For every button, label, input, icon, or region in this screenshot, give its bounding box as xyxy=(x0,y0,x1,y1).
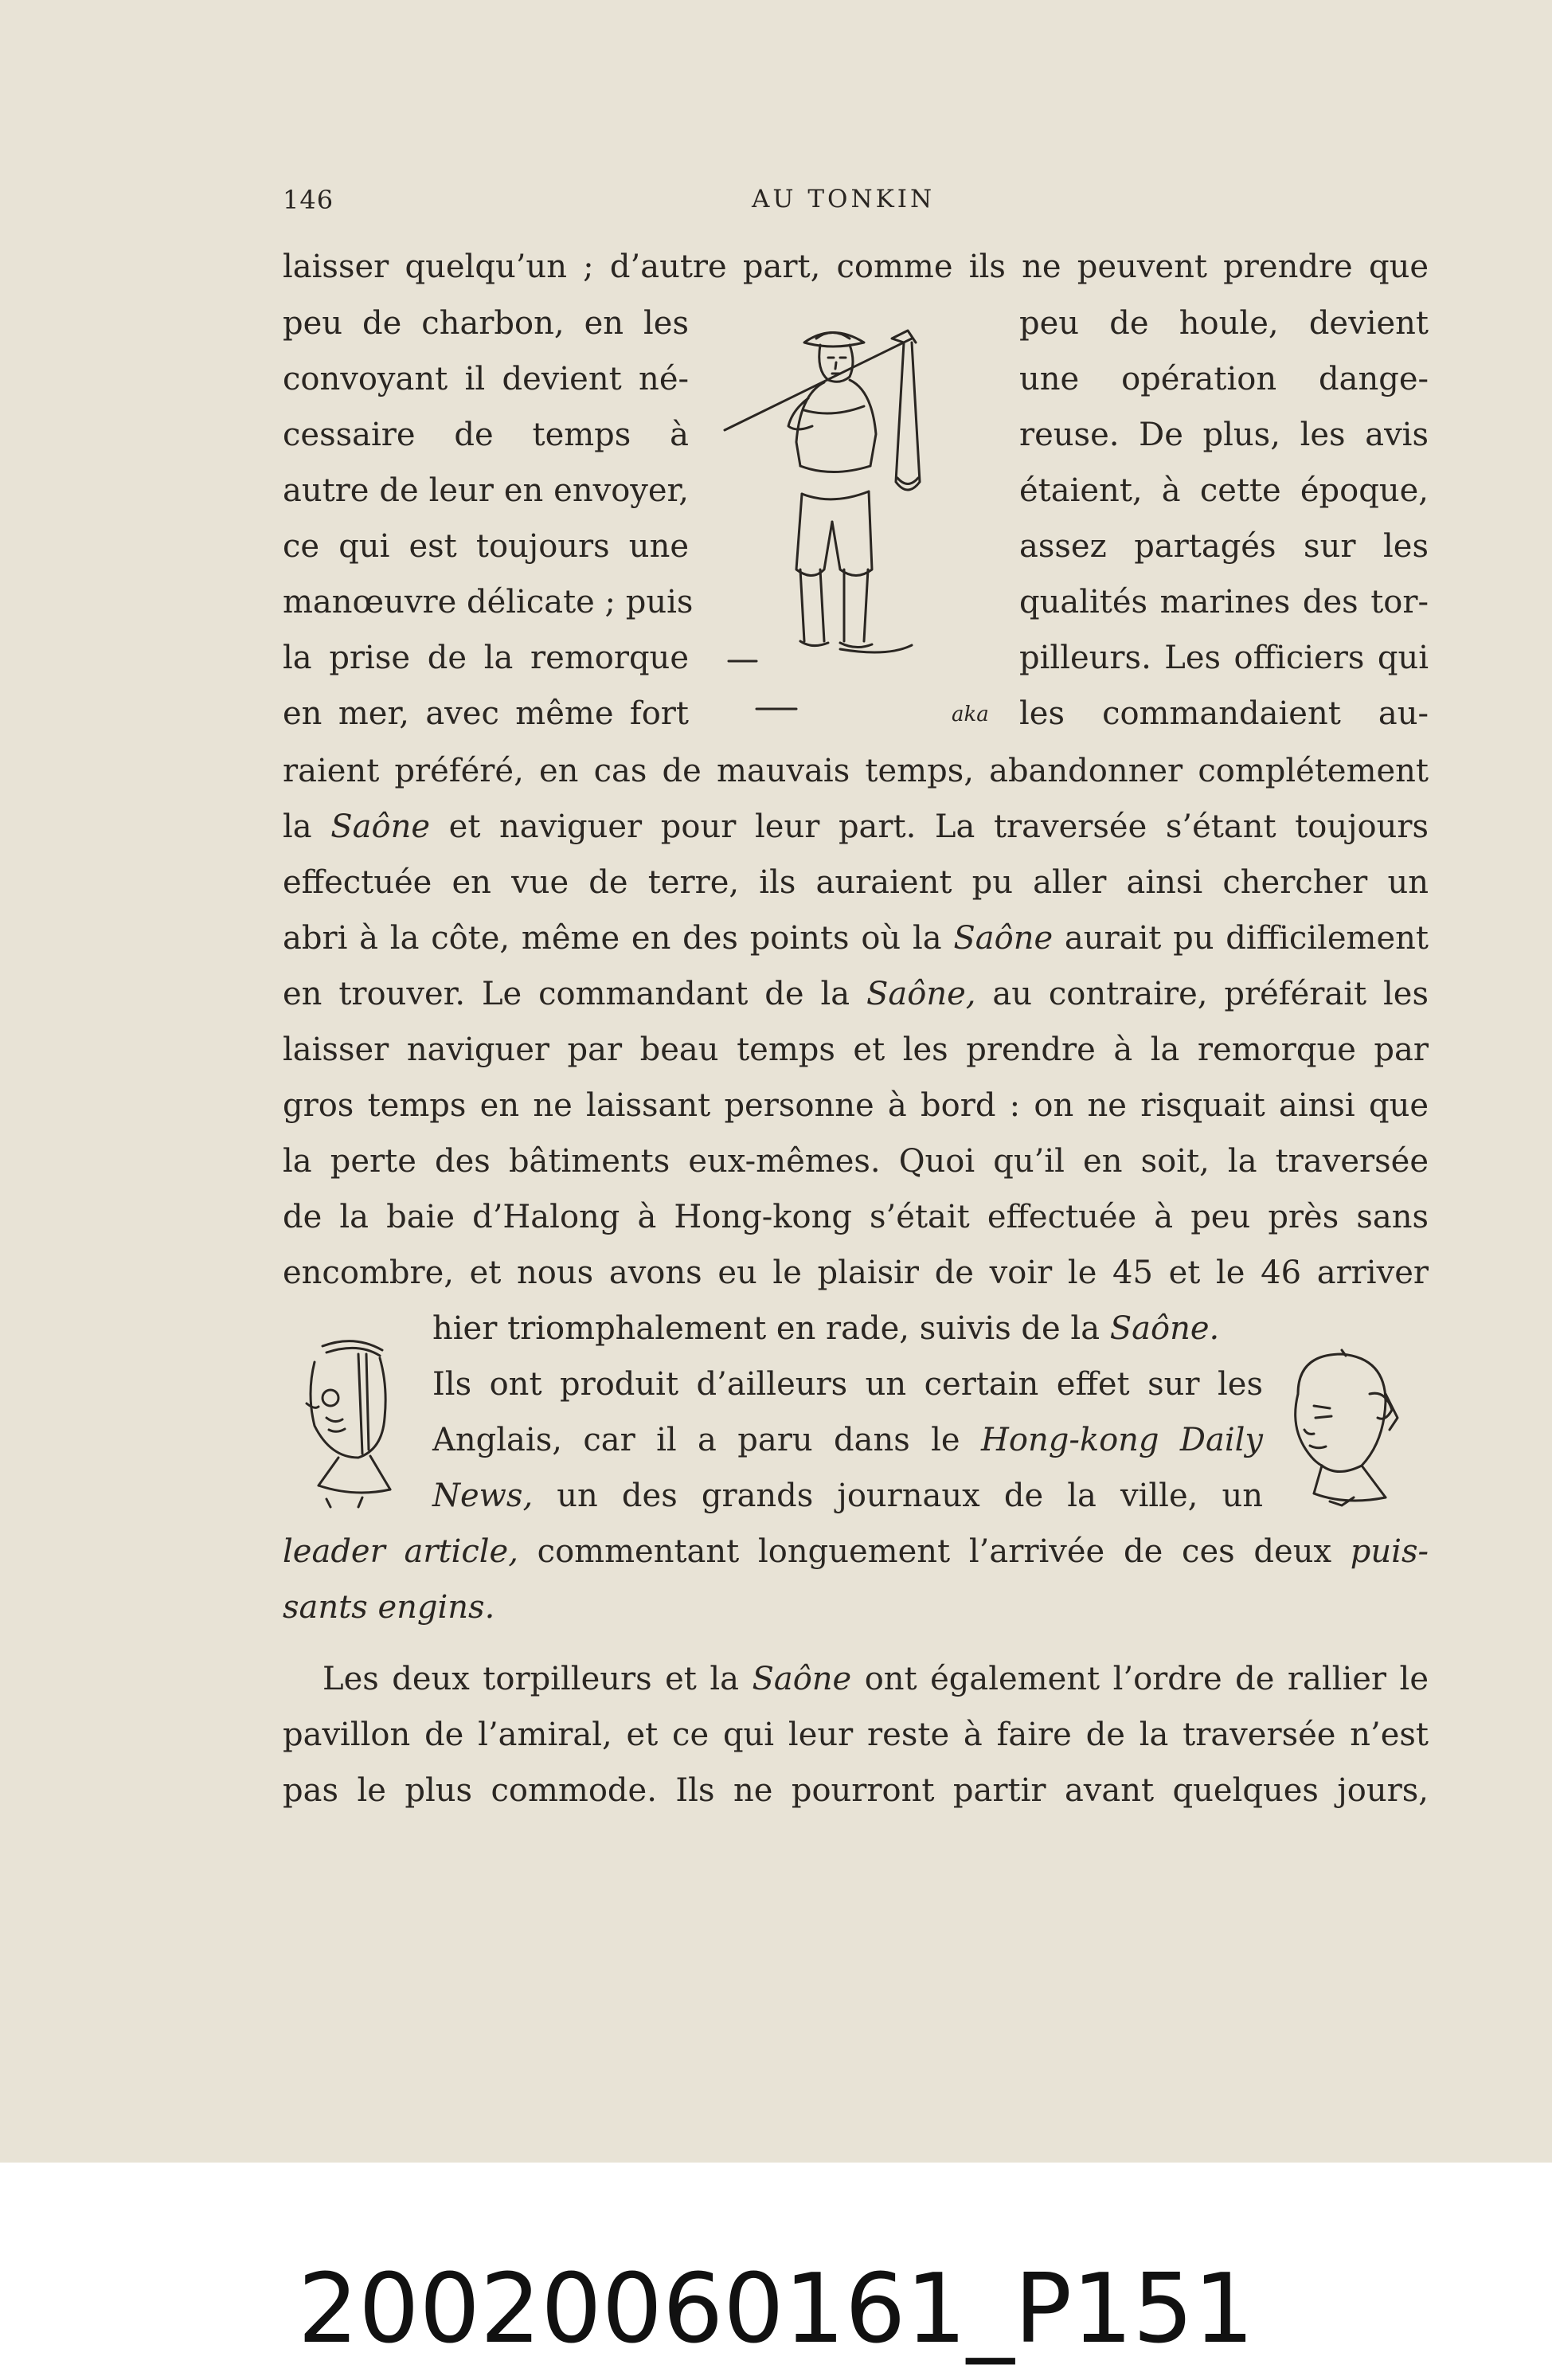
text-line-22: Anglais, car il a paru dans le Hong-kong Daily xyxy=(432,1422,1264,1458)
right-face-sketch xyxy=(1266,1346,1417,1513)
text-line-27: pavillon de l’amiral, et ce qui leur reste à faire de la traversée n’est xyxy=(283,1716,1429,1753)
text-line-19: encombre, et nous avons eu le plaisir de voir le 45 et le 46 arriver xyxy=(283,1255,1429,1291)
text-line-20: hier triomphalement en rade, suivis de la Saône. xyxy=(432,1310,1220,1347)
text-line-right-7: qualités marines des tor- xyxy=(1019,584,1429,620)
text-line-left-2: peu de charbon, en les xyxy=(283,305,689,342)
text-line-right-8: pilleurs. Les officiers qui xyxy=(1019,640,1429,676)
text-line-25: sants engins. xyxy=(283,1589,495,1626)
text-line-1: laisser quelqu’un ; d’autre part, comme ils ne peuvent prendre que xyxy=(283,249,1429,285)
text-line-left-7: manœuvre délicate ; puis xyxy=(283,584,694,620)
porter-illustration xyxy=(713,307,1011,737)
text-line-17: la perte des bâtiments eux-mêmes. Quoi qu’il en soit, la traversée xyxy=(283,1143,1429,1180)
text-line-23: News, un des grands journaux de la ville, un xyxy=(432,1478,1263,1514)
running-header-title: AU TONKIN xyxy=(752,185,936,213)
text-line-right-6: assez partagés sur les xyxy=(1019,528,1429,565)
text-line-24: leader article, commentant longuement l’arrivée de ces deux puis- xyxy=(283,1533,1429,1570)
text-line-left-5: autre de leur en envoyer, xyxy=(283,472,689,509)
illustration-signature: aka xyxy=(952,703,989,726)
text-line-14: en trouver. Le commandant de la Saône, au contraire, préférait les xyxy=(283,976,1429,1012)
text-line-left-8: la prise de la remorque xyxy=(283,640,689,676)
text-line-right-3: une opération dange- xyxy=(1019,361,1429,397)
text-line-left-9: en mer, avec même fort xyxy=(283,695,689,732)
catalog-id-label: 20020060161_P151 xyxy=(297,2254,1255,2365)
text-line-right-4: reuse. De plus, les avis xyxy=(1019,417,1429,453)
text-line-26: Les deux torpilleurs et la Saône ont également l’ordre de rallier le xyxy=(323,1661,1429,1697)
text-line-13: abri à la côte, même en des points où la Saône aurait pu difficilement xyxy=(283,920,1429,957)
left-face-sketch xyxy=(283,1330,418,1513)
page-number: 146 xyxy=(283,185,334,215)
text-line-28: pas le plus commode. Ils ne pourront partir avant quelques jours, xyxy=(283,1772,1429,1809)
text-line-right-9: les commandaient au- xyxy=(1019,695,1429,732)
text-line-right-5: étaient, à cette époque, xyxy=(1019,472,1429,509)
text-line-11: la Saône et naviguer pour leur part. La traversée s’étant toujours xyxy=(283,808,1429,845)
text-line-21: Ils ont produit d’ailleurs un certain effet sur les xyxy=(432,1366,1263,1403)
text-line-left-3: convoyant il devient né- xyxy=(283,361,689,397)
text-line-10: raient préféré, en cas de mauvais temps, abandonner complétement xyxy=(283,753,1429,789)
text-line-right-2: peu de houle, devient xyxy=(1019,305,1429,342)
text-line-12: effectuée en vue de terre, ils auraient pu aller ainsi chercher un xyxy=(283,864,1429,901)
text-line-left-6: ce qui est toujours une xyxy=(283,528,689,565)
text-line-left-4: cessaire de temps à xyxy=(283,417,689,453)
text-line-16: gros temps en ne laissant personne à bord : on ne risquait ainsi que xyxy=(283,1087,1429,1124)
text-line-15: laisser naviguer par beau temps et les prendre à la remorque par xyxy=(283,1031,1429,1068)
text-line-18: de la baie d’Halong à Hong-kong s’était effectuée à peu près sans xyxy=(283,1199,1429,1235)
